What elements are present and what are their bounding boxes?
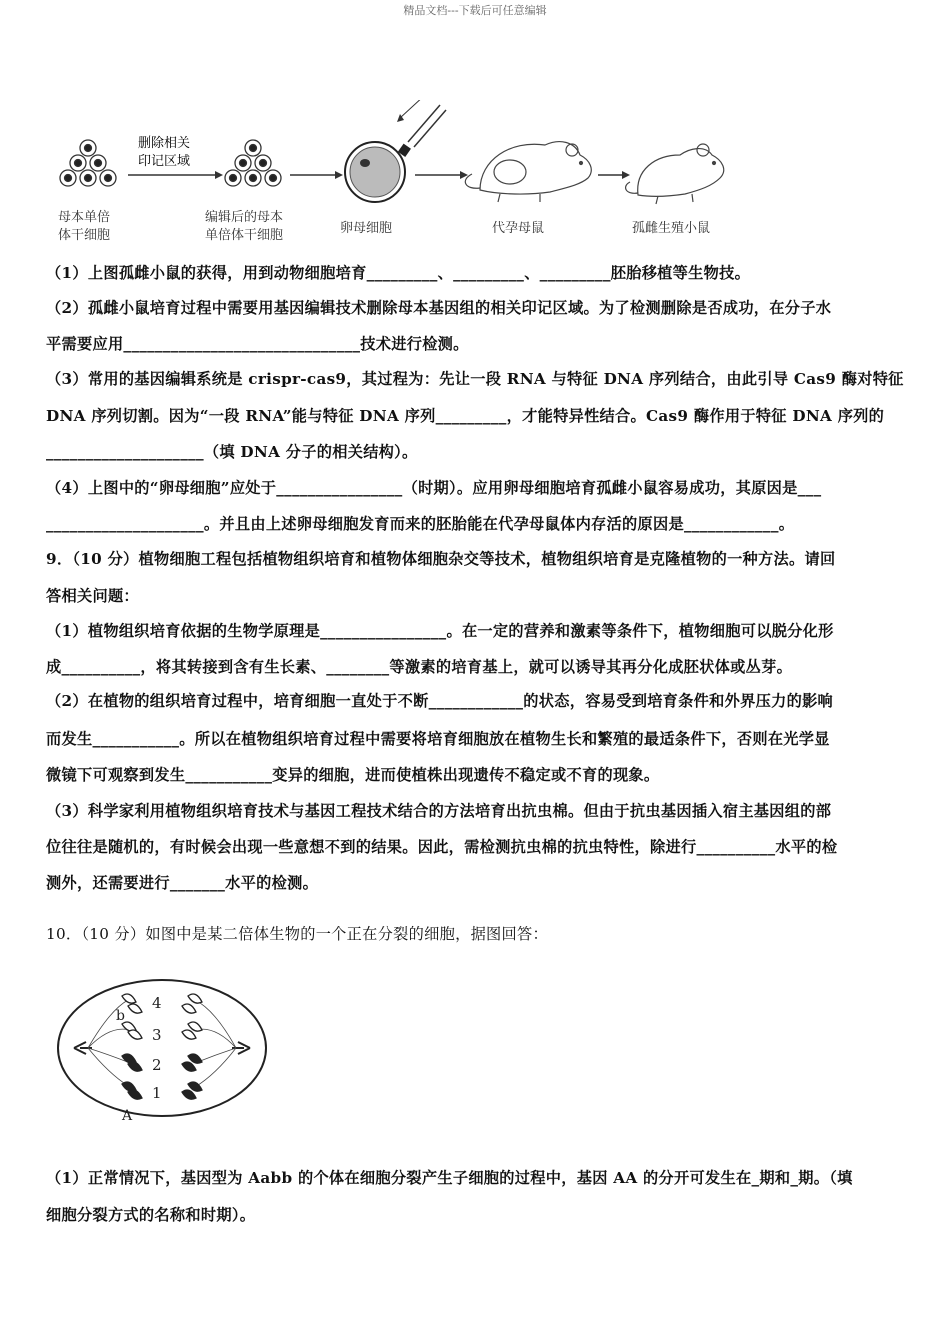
label-b: b bbox=[116, 1008, 125, 1024]
surrogate-mouse-icon bbox=[465, 142, 591, 202]
q10-part1-line2: 细胞分裂方式的名称和时期）。 bbox=[46, 1206, 256, 1224]
q10-part1-line1: （1）正常情况下，基因型为 Aabb 的个体在细胞分裂产生子细胞的过程中，基因 AA 的分开可发生在_期和_期。（填 bbox=[46, 1169, 853, 1187]
label-4: 4 bbox=[152, 994, 162, 1012]
edited-stem-cells-icon bbox=[225, 140, 281, 186]
q10-intro: 10．（10 分）如图中是某二倍体生物的一个正在分裂的细胞，据图回答： bbox=[46, 925, 549, 943]
stage5-label: 孤雌生殖小鼠 bbox=[632, 221, 711, 236]
page-header: 精品文档---下载后可任意编辑 bbox=[403, 4, 547, 17]
q9-part3-line1: （3）科学家利用植物组织培育技术与基因工程技术结合的方法培育出抗虫棉。但由于抗虫基因插入宿主基因组的部 bbox=[46, 802, 832, 820]
dividing-cell-diagram bbox=[50, 960, 280, 1130]
q8-part1: （1）上图孤雌小鼠的获得，用到动物细胞培育_________、_________、_________胚胎移植等生物技。 bbox=[46, 264, 751, 282]
process-diagram bbox=[40, 100, 760, 250]
label-A: A bbox=[122, 1108, 133, 1124]
parthenogenetic-mouse-icon bbox=[626, 144, 724, 204]
q9-part3-line2: 位往往是随机的，有时候会出现一些意想不到的结果。因此，需检测抗虫棉的抗虫特性，除进行__________水平的检 bbox=[46, 838, 838, 856]
q8-part4-line2: ____________________。并且由上述卵母细胞发育而来的胚胎能在代孕母鼠体内存活的原因是____________。 bbox=[46, 515, 795, 533]
chromosome-pairs bbox=[122, 994, 202, 1099]
q8-part3-line3: ____________________（填 DNA 分子的相关结构）。 bbox=[46, 443, 418, 461]
arrow-label-2: 印记区域 bbox=[138, 154, 191, 169]
stage2-label-line1: 编辑后的母本 bbox=[205, 210, 284, 225]
label-3: 3 bbox=[152, 1026, 162, 1044]
arrow-label-1: 删除相关 bbox=[138, 136, 191, 151]
stage2-label-line2: 单倍体干细胞 bbox=[205, 228, 284, 243]
q8-part2-line1: （2）孤雌小鼠培育过程中需要用基因编辑技术删除母本基因组的相关印记区域。为了检测删除是否成功，在分子水 bbox=[46, 299, 832, 317]
oocyte-injection-icon bbox=[345, 100, 446, 202]
q9-part2-line3: 微镜下可观察到发生___________变异的细胞，进而使植株出现遗传不稳定或不育的现象。 bbox=[46, 766, 660, 784]
q9-intro-line1: 9．（10 分）植物细胞工程包括植物组织培育和植物体细胞杂交等技术，植物组织培育是克隆植物的一种方法。请回 bbox=[46, 550, 836, 568]
stage4-label: 代孕母鼠 bbox=[492, 221, 545, 236]
stage1-label-line1: 母本单倍 bbox=[58, 210, 111, 225]
q9-part2-line2: 而发生___________。所以在植物组织培育过程中需要将培育细胞放在植物生长和繁殖的最适条件下，否则在光学显 bbox=[46, 730, 830, 748]
spindle-pole-right-icon bbox=[232, 1042, 250, 1054]
q9-part2-line1: （2）在植物的组织培育过程中，培育细胞一直处于不断____________的状态，容易受到培育条件和外界压力的影响 bbox=[46, 692, 834, 710]
q8-part3-line1: （3）常用的基因编辑系统是 crispr-cas9，其过程为：先让一段 RNA 与特征 DNA 序列结合，由此引导 Cas9 酶对特征 bbox=[46, 370, 904, 388]
q8-part3-line2: DNA 序列切割。因为“一段 RNA”能与特征 DNA 序列_________，才能特异性结合。Cas9 酶作用于特征 DNA 序列的 bbox=[46, 407, 885, 425]
haploid-stem-cells-icon bbox=[60, 140, 116, 186]
q9-part1-line1: （1）植物组织培育依据的生物学原理是________________。在一定的营养和激素等条件下，植物细胞可以脱分化形 bbox=[46, 622, 834, 640]
q9-intro-line2: 答相关问题： bbox=[46, 587, 139, 605]
q8-part4-line1: （4）上图中的“卵母细胞”应处于________________（时期）。应用卵母细胞培育孤雌小鼠容易成功，其原因是___ bbox=[46, 479, 822, 497]
q8-part2-line2: 平需要应用______________________________技术进行检测。 bbox=[46, 335, 469, 353]
label-1: 1 bbox=[152, 1084, 162, 1102]
stage1-label-line2: 体干细胞 bbox=[58, 228, 111, 243]
q9-part3-line3: 测外，还需要进行_______水平的检测。 bbox=[46, 874, 319, 892]
q9-part1-line2: 成__________，将其转接到含有生长素、________等激素的培育基上，就可以诱导其再分化成胚状体或丛芽。 bbox=[46, 658, 793, 676]
stage3-label: 卵母细胞 bbox=[340, 221, 393, 236]
label-2: 2 bbox=[152, 1056, 162, 1074]
